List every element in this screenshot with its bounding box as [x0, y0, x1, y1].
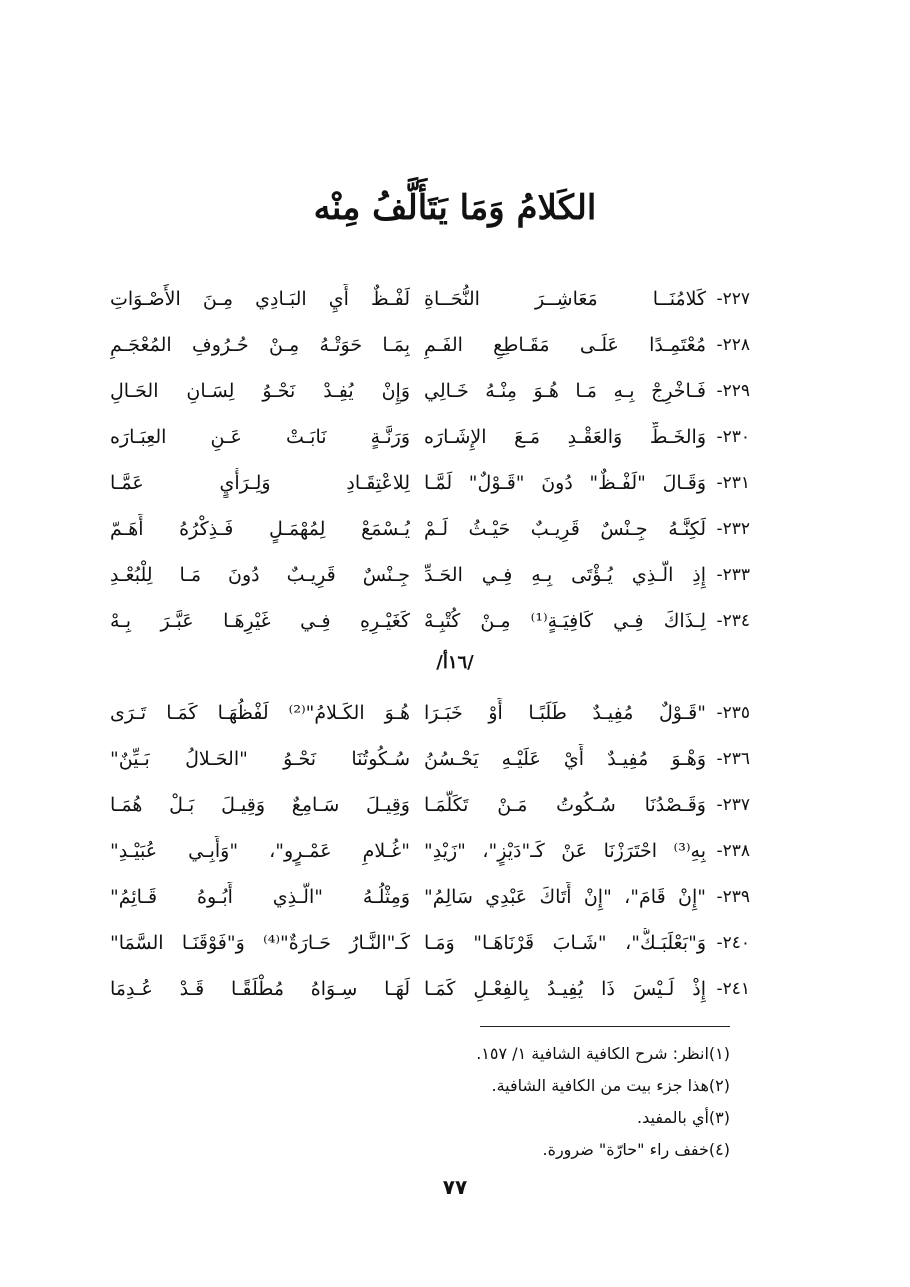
- verse-number: ٢٣٣-: [716, 565, 750, 585]
- verse-number: ٢٢٩-: [716, 381, 750, 401]
- verse-second-hemistich: كَـ"النَّـارُ حَـارَةٌ"⁽⁴⁾ وَ"فَوْقَنَـا السَّمَا": [110, 932, 410, 954]
- verse-second-hemistich: يُـسْمَعْ لِمُهْمَـلٍ فَـذِكْرُهُ أَهَـمّ: [110, 518, 410, 540]
- verse-row: [110, 974, 750, 1004]
- verse-row: [110, 744, 750, 774]
- footnote: (١)انظر: شرح الكافية الشافية ١/ ١٥٧.: [476, 1044, 730, 1063]
- verse-second-hemistich: لَهَـا سِـوَاهُ مُطْلَقًـا قَـدْ عُـدِمَا: [110, 978, 410, 1000]
- verse-row: [110, 422, 750, 452]
- verse-second-hemistich: سُـكُوتُنَا نَحْـوُ "الحَـلالُ بَـيِّنٌ": [110, 748, 410, 770]
- verse-number: ٢٣١-: [716, 473, 750, 493]
- verse-row: [110, 330, 750, 360]
- verse-second-hemistich: بِمَـا حَوَتْـهُ مِـنْ حُـرُوفِ المُعْجَـمِ: [110, 334, 410, 356]
- verse-row: [110, 560, 750, 590]
- verse-first-hemistich: وَقَـصْدُنَا سُـكُوتُ مَـنْ تَكَلَّمَـا: [424, 794, 706, 816]
- verse-row: [110, 882, 750, 912]
- verse-number: ٢٢٨-: [716, 335, 750, 355]
- verse-second-hemistich: جِـنْسٌ قَرِيـبٌ دُونَ مَـا لِلْبُعْـدِ: [110, 564, 410, 586]
- verse-first-hemistich: وَ"بَعْلَبَـكُّ"، "شَـابَ قَرْنَاهَـا" وَمَـا: [424, 932, 706, 954]
- verse-row: [110, 928, 750, 958]
- verse-second-hemistich: وَإِنْ يُفِـدْ نَحْـوُ لِسَـانِ الحَـالِ: [110, 380, 410, 402]
- verse-second-hemistich: وَقِيـلَ سَـامِعٌ وَقِيـلَ بَـلْ هُمَـا: [110, 794, 410, 816]
- verse-number: ٢٤١-: [716, 979, 750, 999]
- verse-first-hemistich: وَقَـالَ "لَفْـظٌ" دُونَ "قَـوْلٌ" لَمَّـا: [424, 472, 706, 494]
- verse-first-hemistich: كَلامُنَــا مَعَاشِــرَ النُّحَــاةِ: [424, 288, 706, 310]
- verse-first-hemistich: "إِنْ قَامَ"، "إِنْ أَتَاكَ عَبْدِي سَالِمُ": [424, 886, 706, 908]
- verse-first-hemistich: لِـذَاكَ فِـي كَافِيَـةٍ⁽¹⁾ مِـنْ كُتْبِـهْ: [424, 610, 706, 632]
- verse-number: ٢٣٩-: [716, 887, 750, 907]
- footnote: (٢)هذا جزء بيت من الكافية الشافية.: [491, 1076, 730, 1095]
- verse-second-hemistich: كَغَيْـرِهِ فِـي غَيْرِهَـا عَبَّـرَ بِـهْ: [110, 610, 410, 632]
- verse-row: [110, 284, 750, 314]
- verse-row: [110, 698, 750, 728]
- verse-first-hemistich: إِذِ الَّـذِي يُـؤْتَى بِـهِ فِـي الحَـدِّ: [424, 564, 706, 586]
- verse-row: [110, 836, 750, 866]
- verse-second-hemistich: وَرَنَّـةٍ نَابَـتْ عَـنِ العِبَـارَه: [110, 426, 410, 448]
- footnote: (٣)أي بالمفيد.: [637, 1108, 730, 1127]
- verse-first-hemistich: لَكِنَّـهُ جِـنْسٌ قَرِيـبٌ حَيْـثُ لَـمْ: [424, 518, 706, 540]
- verse-second-hemistich: لِلاعْتِقَـادِ وَلِـرَأْيٍ عَمَّـا: [110, 472, 410, 494]
- verse-second-hemistich: "غُـلامِ عَمْـرٍو"، "وَأَبِـي عُبَيْـدِ": [110, 840, 410, 862]
- verse-row: [110, 468, 750, 498]
- verse-first-hemistich: إِذْ لَـيْسَ ذَا يُفِيـدُ بِالفِعْـلِ كَمَـا: [424, 978, 706, 1000]
- verse-first-hemistich: "قَـوْلٌ مُفِيـدٌ طَلَبًـا أَوْ خَبَـرَا: [424, 702, 706, 724]
- page-number: ٧٧: [442, 1175, 468, 1199]
- verse-number: ٢٣٤-: [716, 611, 750, 631]
- verse-first-hemistich: مُعْتَمِـدًا عَلَـى مَقَـاطِعِ الفَـمِ: [424, 334, 706, 356]
- verse-number: ٢٣٨-: [716, 841, 750, 861]
- verse-first-hemistich: وَالخَـطِّ وَالعَقْـدِ مَـعَ الإِشَـارَه: [424, 426, 706, 448]
- footnotes: [310, 1038, 730, 1166]
- verse-first-hemistich: وَهْـوَ مُفِيـدٌ أَيْ عَلَيْـهِ يَحْـسُنُ: [424, 748, 706, 770]
- verse-row: [110, 514, 750, 544]
- verse-second-hemistich: هُـوَ الكَـلامُ"⁽²⁾ لَفْظُهَـا كَمَـا تَـرَى: [110, 702, 410, 724]
- page-title: الكَلامُ وَمَا يَتَأَلَّفُ مِنْه: [313, 188, 597, 228]
- footnote: (٤)خفف راء "حارّة" ضرورة.: [542, 1140, 730, 1159]
- verse-row: [110, 606, 750, 636]
- verse-number: ٢٣٢-: [716, 519, 750, 539]
- verse-number: ٢٣٥-: [716, 703, 750, 723]
- folio-marker: /١٦أ/: [436, 652, 474, 673]
- verse-number: ٢٣٠-: [716, 427, 750, 447]
- verse-number: ٢٣٧-: [716, 795, 750, 815]
- verse-number: ٢٢٧-: [716, 289, 750, 309]
- verse-row: [110, 790, 750, 820]
- verse-second-hemistich: لَفْـظٌ أَيِ البَـادِي مِـنَ الأَصْـوَاتِ: [110, 288, 410, 310]
- footnote-divider: [480, 1026, 730, 1027]
- verse-first-hemistich: فَـاخْرِجْ بِـهِ مَـا هُـوَ مِنْـهُ خَـالِي: [424, 380, 706, 402]
- verse-second-hemistich: وَمِثْلُـهُ "الَّـذِي أَبُـوهُ قَـائِمُ": [110, 886, 410, 908]
- verse-number: ٢٤٠-: [716, 933, 750, 953]
- verse-first-hemistich: بِهِ⁽³⁾ احْتَرَزْنَا عَنْ كَـ"دَيْزٍ"، "زَيْدِ": [424, 840, 706, 862]
- verse-number: ٢٣٦-: [716, 749, 750, 769]
- verse-row: [110, 376, 750, 406]
